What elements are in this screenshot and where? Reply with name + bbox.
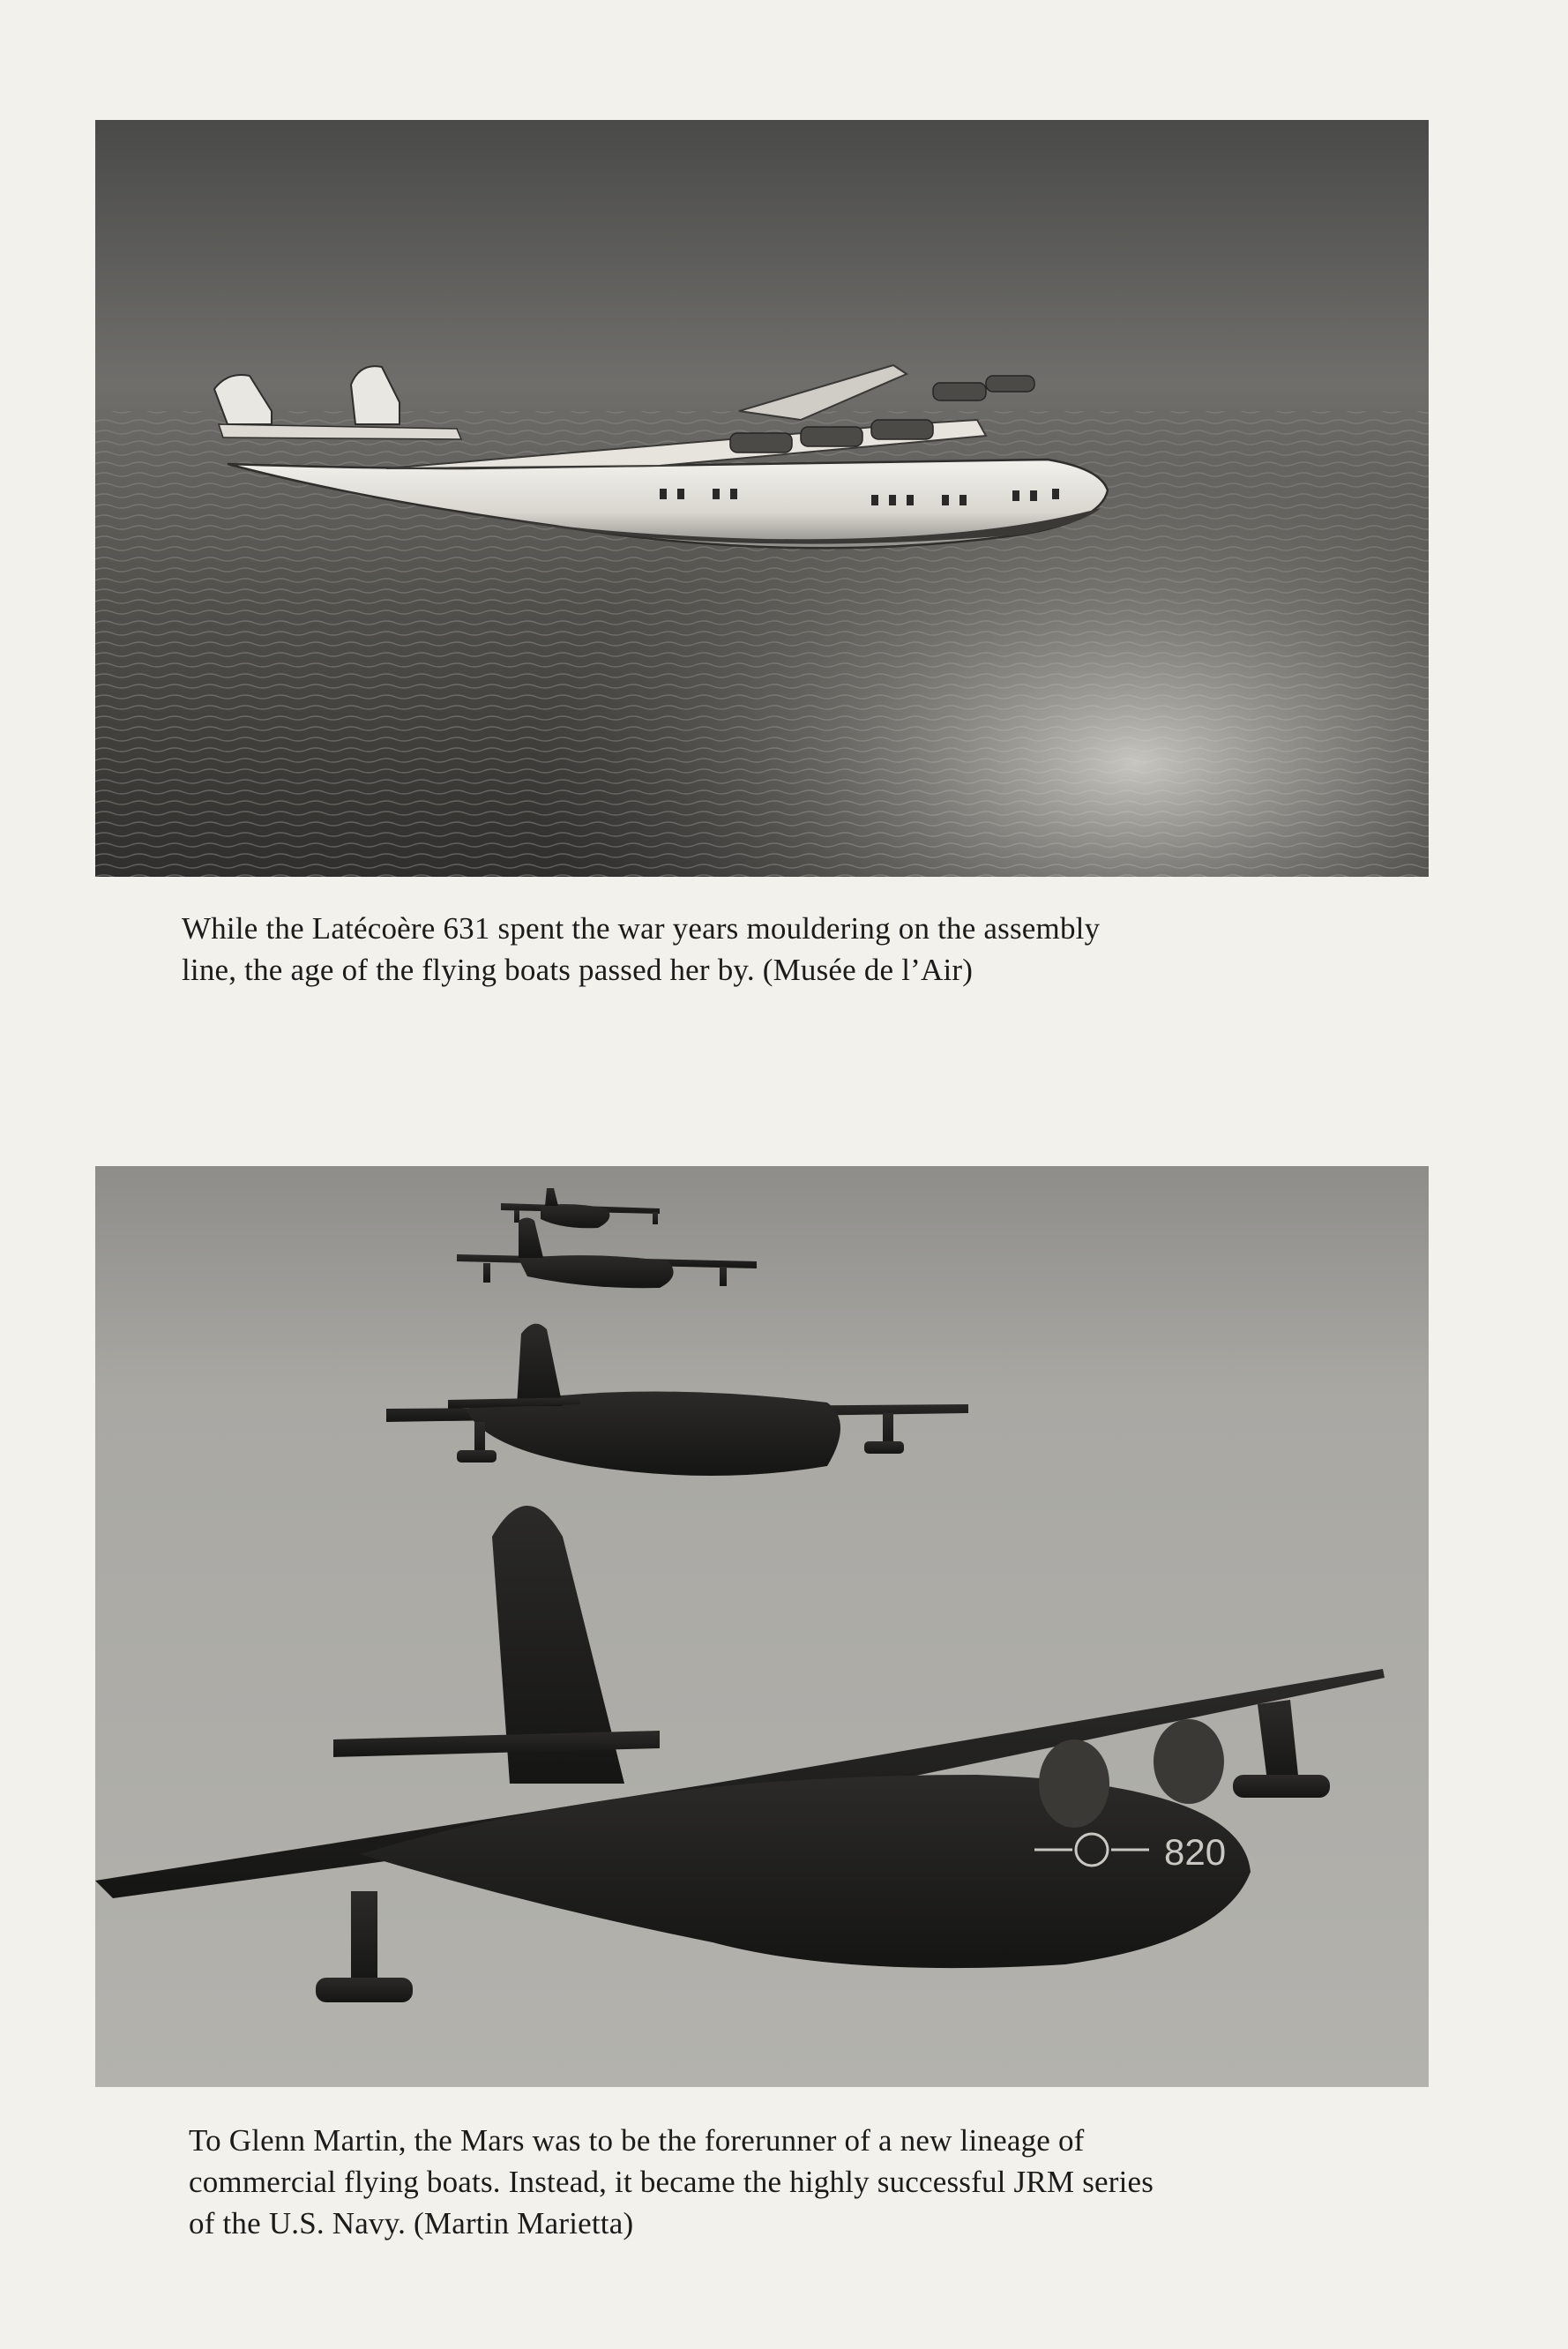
- latecoere-caption: [182, 908, 1363, 991]
- caption-line: commercial flying boats. Instead, it became the highly successful JRM series: [189, 2165, 1154, 2199]
- mars-marking-number: 820: [1164, 1831, 1227, 1873]
- martin-mars-formation-photo: [95, 1166, 1429, 2087]
- latecoere-631-photo: [95, 120, 1429, 877]
- martin-mars-caption: [189, 2120, 1370, 2244]
- caption-line: While the Latécoère 631 spent the war years mouldering on the assembly: [182, 911, 1101, 946]
- caption-line: To Glenn Martin, the Mars was to be the forerunner of a new lineage of: [189, 2123, 1085, 2158]
- caption-line: of the U.S. Navy. (Martin Marietta): [189, 2206, 634, 2241]
- caption-line: line, the age of the flying boats passed her by. (Musée de l’Air): [182, 953, 974, 987]
